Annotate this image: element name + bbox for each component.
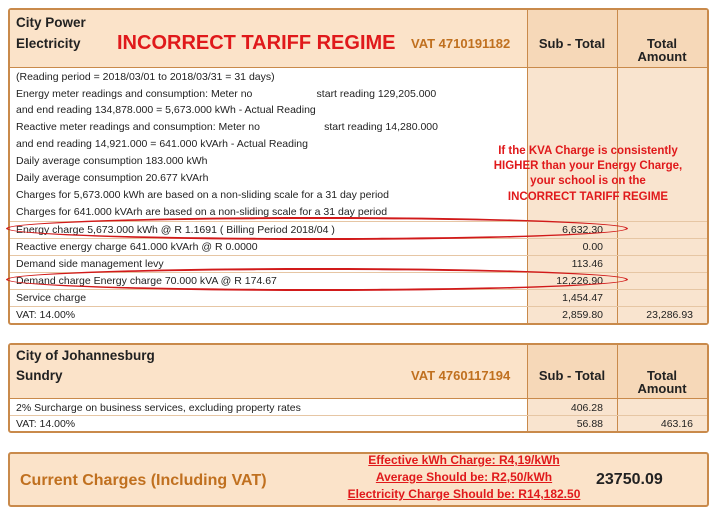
reactive-end-reading-line: and end reading 14,921.000 = 641.000 kVArh - Actual Reading <box>16 138 308 150</box>
surcharge-label: 2% Surcharge on business services, excluding property rates <box>16 402 301 414</box>
electricity-total-header: Total Amount <box>637 36 687 64</box>
incorrect-tariff-heading: INCORRECT TARIFF REGIME <box>117 32 396 54</box>
tariff-note-line-4: INCORRECT TARIFF REGIME <box>507 191 669 203</box>
daily-kvarh-line: Daily average consumption 20.677 kVArh <box>16 172 209 184</box>
energy-meter-line: Energy meter readings and consumption: Meter no start reading 129,205.000 <box>16 88 437 100</box>
sundry-category: Sundry <box>16 368 63 383</box>
electricity-vat-number: VAT 4710191182 <box>411 36 511 51</box>
dsm-levy-label: Demand side management levy <box>16 258 164 270</box>
electricity-vat-label: VAT: 14.00% <box>16 309 76 321</box>
average-should-be-note: Average Should be: R2,50/kWh <box>375 470 553 484</box>
sundry-vat-number: VAT 4760117194 <box>411 368 511 383</box>
tariff-note-line-1: If the KVA Charge is consistently <box>498 145 678 157</box>
daily-kwh-line: Daily average consumption 183.000 kWh <box>16 155 208 167</box>
charge-should-be-note: Electricity Charge Should be: R14,182.50 <box>347 487 581 501</box>
sundry-total-header: Total Amount <box>637 368 687 396</box>
reactive-meter-line: Reactive meter readings and consumption: Meter no start reading 14,280.000 <box>16 121 438 133</box>
sundry-header-divider <box>10 398 707 399</box>
charge-divider-5 <box>10 306 707 307</box>
sundry-total-amount: 463.16 <box>660 418 693 430</box>
energy-charge-label: Energy charge 5,673.000 kWh @ R 1.1691 ( Billing Period 2018/04 ) <box>16 224 335 236</box>
demand-charge-highlight-ellipse <box>6 268 628 291</box>
reading-period-line: (Reading period = 2018/03/01 to 2018/03/31 = 31 days) <box>16 71 275 83</box>
sundry-provider: City of Johannesburg <box>16 348 155 363</box>
demand-charge-label: Demand charge Energy charge 70.000 kVA @ R 174.67 <box>16 275 277 287</box>
effective-kwh-note: Effective kWh Charge: R4,19/kWh <box>368 453 560 467</box>
electricity-vat-amount: 2,859.80 <box>562 309 603 321</box>
electricity-total-amount: 23,286.93 <box>646 309 693 321</box>
kwh-charges-basis-line: Charges for 5,673.000 kWh are based on a non-sliding scale for a 31 day period <box>16 189 389 201</box>
kvarh-charges-basis-line: Charges for 641.000 kVArh are based on a non-sliding scale for a 31 day period <box>16 206 388 218</box>
energy-charge-amount: 6,632.30 <box>562 224 603 236</box>
current-charges-amount: 23750.09 <box>596 471 663 488</box>
dsm-levy-amount: 113.46 <box>571 258 603 270</box>
energy-charge-highlight-ellipse <box>6 217 628 240</box>
reactive-charge-label: Reactive energy charge 641.000 kVArh @ R 0.0000 <box>16 241 258 253</box>
service-charge-label: Service charge <box>16 292 87 304</box>
current-charges-label: Current Charges (Including VAT) <box>20 472 267 489</box>
electricity-category: Electricity <box>16 36 81 51</box>
service-charge-amount: 1,454.47 <box>562 292 603 304</box>
tariff-note-line-2: HIGHER than your Energy Charge, <box>493 160 683 172</box>
tariff-note-line-3: your school is on the <box>530 175 646 187</box>
energy-end-reading-line: and end reading 134,878.000 = 5,673.000 kWh - Actual Reading <box>16 104 316 116</box>
demand-charge-amount: 12,226.90 <box>556 275 603 287</box>
reactive-charge-amount: 0.00 <box>582 241 603 253</box>
sundry-vat-amount: 56.88 <box>576 418 603 430</box>
electricity-provider: City Power <box>16 15 86 30</box>
sundry-vat-label: VAT: 14.00% <box>16 418 76 430</box>
electricity-header-divider <box>10 67 707 68</box>
sundry-subtotal-header: Sub - Total <box>538 368 606 383</box>
charge-divider-2 <box>10 255 707 256</box>
surcharge-amount: 406.28 <box>570 402 603 414</box>
sundry-row-divider <box>10 415 707 416</box>
electricity-subtotal-header: Sub - Total <box>538 36 606 51</box>
